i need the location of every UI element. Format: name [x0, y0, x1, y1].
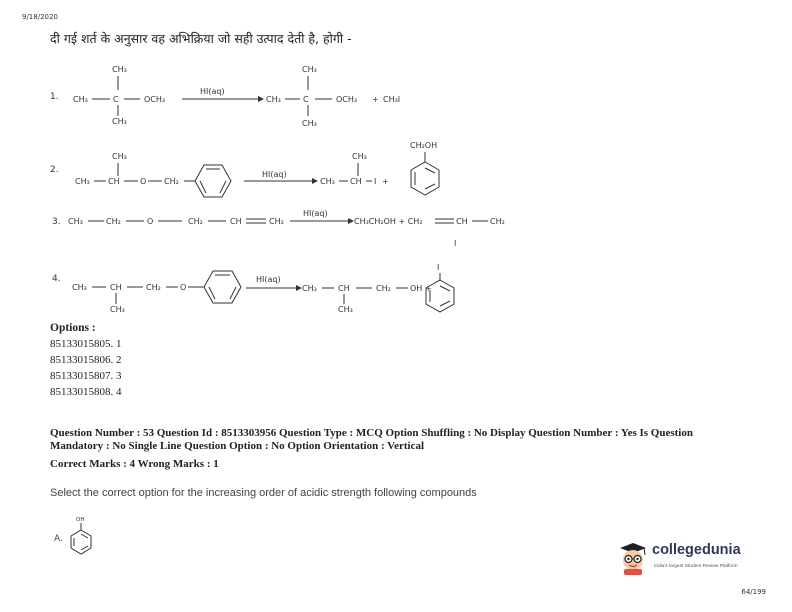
- r1-center-c: C: [113, 95, 119, 104]
- r2-plus: +: [382, 177, 389, 186]
- r1-prod-bottom-ch3: CH₃: [302, 119, 317, 128]
- reaction-2: [50, 141, 439, 197]
- r4-ch: CH: [110, 283, 122, 292]
- r2-prod-benzene-ring: [411, 162, 439, 195]
- r3-ch3: CH₃: [68, 217, 83, 226]
- r4-prod-ch3: CH₃: [302, 284, 317, 293]
- mascot-icon: [616, 540, 650, 576]
- r4-bottom-ch3: CH₃: [110, 305, 125, 314]
- r2-benzene-ring: [195, 165, 231, 197]
- r1-och3: OCH₃: [144, 95, 166, 104]
- r3-prod-left: CH₃CH₂OH + CH₂: [354, 217, 423, 226]
- r2-reagent: HI(aq): [262, 170, 287, 179]
- r2-ch2oh: CH₂OH: [410, 141, 438, 150]
- r2-ch: CH: [108, 177, 120, 186]
- r1-prod-top-ch3: CH₃: [302, 65, 317, 74]
- r2-prod-ch: CH: [350, 177, 362, 186]
- option-item-2: 85133015806. 2: [50, 354, 122, 366]
- question-text: दी गई शर्त के अनुसार वह अभिक्रिया जो सही उत्पाद देती है, होगी -: [50, 31, 352, 46]
- page-number: 64/199: [741, 588, 766, 596]
- reaction-scheme: [40, 50, 560, 320]
- r4-ch2: CH₂: [146, 283, 161, 292]
- r3-o: O: [147, 217, 154, 226]
- reaction-3: [52, 209, 505, 248]
- reaction-2-number: 2.: [50, 165, 59, 175]
- reaction-4: [52, 263, 454, 314]
- r3-prod-i: I: [454, 239, 457, 248]
- r1-reagent: HI(aq): [200, 87, 225, 96]
- option-item-4: 85133015808. 4: [50, 386, 122, 398]
- r4-prod-i: I: [437, 263, 440, 272]
- r4-benzene-ring: [204, 271, 241, 303]
- phenol-structure: [66, 512, 106, 560]
- r2-o: O: [140, 177, 147, 186]
- r1-prod-left-ch3: CH₃: [266, 95, 281, 104]
- r1-ch3i: CH₃I: [383, 95, 401, 104]
- r3-ch: CH: [230, 217, 242, 226]
- r4-prod-ch2: CH₂: [376, 284, 391, 293]
- r2-left-ch3: CH₃: [75, 177, 90, 186]
- phenol-oh: OH: [76, 517, 85, 523]
- print-date: 9/18/2020: [22, 13, 58, 21]
- question2-option-a-label: A.: [54, 534, 63, 544]
- r2-prod-i: I: [374, 177, 377, 186]
- r3-prod-ch2: CH₂: [490, 217, 505, 226]
- question-marks: Correct Marks : 4 Wrong Marks : 1: [50, 458, 219, 470]
- r3-ch2-b: CH₂: [188, 217, 203, 226]
- r4-ch3: CH₃: [72, 283, 87, 292]
- r2-prod-top-ch3: CH₃: [352, 152, 367, 161]
- reaction-1-number: 1.: [50, 92, 59, 102]
- brand-name: collegedunia: [652, 542, 741, 558]
- r4-prod-ch: CH: [338, 284, 350, 293]
- r1-bottom-ch3: CH₃: [112, 117, 127, 126]
- r1-top-ch3: CH₃: [112, 65, 127, 74]
- r3-prod-ch: CH: [456, 217, 468, 226]
- collegedunia-logo: [616, 540, 776, 584]
- option-item-3: 85133015807. 3: [50, 370, 122, 382]
- r3-ch2-c: CH₂: [269, 217, 284, 226]
- r2-ch2: CH₂: [164, 177, 179, 186]
- r1-plus: +: [372, 95, 379, 104]
- option-item-1: 85133015805. 1: [50, 338, 122, 350]
- r4-oh-plus: OH +: [410, 284, 432, 293]
- r2-top-ch3: CH₃: [112, 152, 127, 161]
- r2-prod-ch3: CH₃: [320, 177, 335, 186]
- options-heading: Options :: [50, 322, 96, 334]
- r4-o: O: [180, 283, 187, 292]
- r4-prod-bottom-ch3: CH₃: [338, 305, 353, 314]
- question-metadata: Question Number : 53 Question Id : 8513303956 Question Type : MCQ Option Shuffling : No Display Question Number : Yes Is Question Mandatory : No Single Line Question Option : No Option Orientation : Vertical: [50, 427, 693, 452]
- r1-left-ch3: CH₃: [73, 95, 88, 104]
- question2-text: Select the correct option for the increasing order of acidic strength following compounds: [50, 487, 477, 499]
- r1-prod-c: C: [303, 95, 309, 104]
- brand-tagline: India's largest Student Review Platform: [654, 564, 738, 569]
- reaction-3-number: 3.: [52, 217, 61, 227]
- r4-reagent: HI(aq): [256, 275, 281, 284]
- reaction-4-number: 4.: [52, 274, 61, 284]
- r3-reagent: HI(aq): [303, 209, 328, 218]
- r1-prod-och3: OCH₃: [336, 95, 358, 104]
- r3-ch2-a: CH₂: [106, 217, 121, 226]
- reaction-1: [50, 65, 400, 128]
